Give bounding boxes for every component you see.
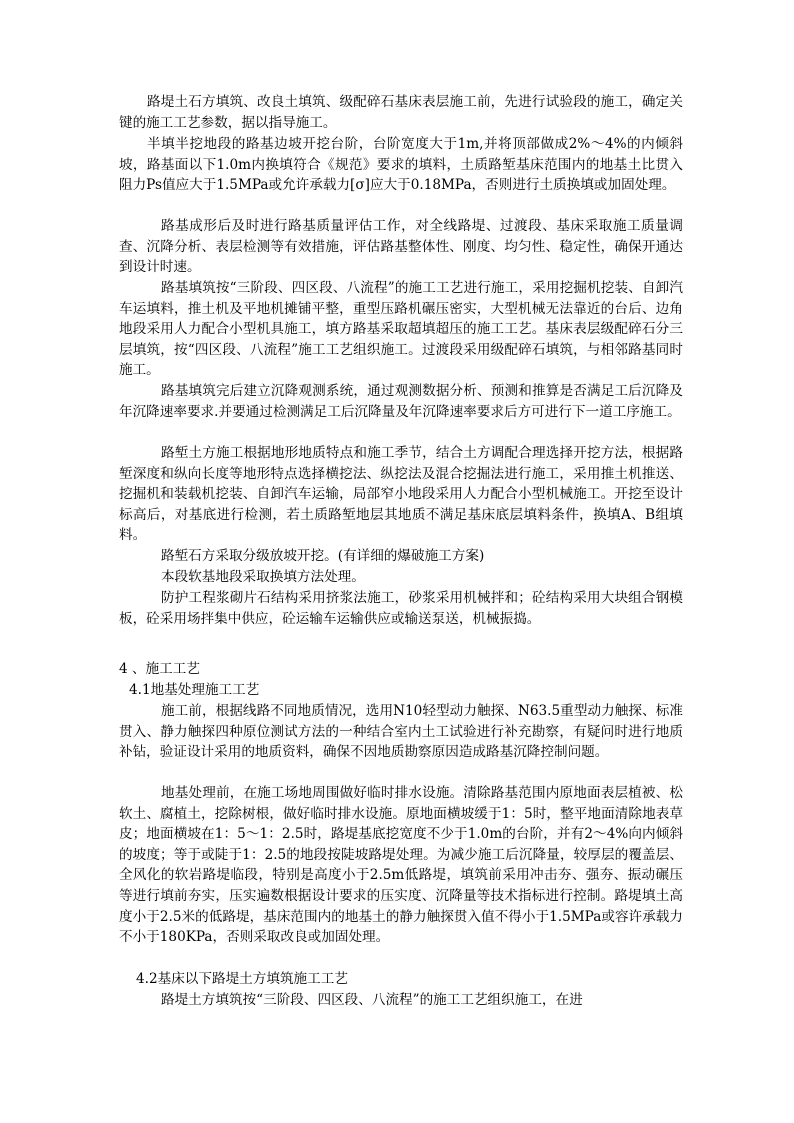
paragraph-soft-foundation: 本段软基地段采取换填方法处理。 [161, 569, 365, 585]
section-4-2-heading: 4.2基床以下路堤土方填筑施工工艺 [136, 971, 348, 987]
paragraph-trial-section: 路堤土石方填筑、改良土填筑、级配碎石基床表层施工前，先进行试验段的施工，确定关键的施工工艺参数，据以指导施工。 [119, 94, 683, 131]
section-4-1-heading: 4.1地基处理施工工艺 [129, 682, 260, 698]
paragraph-4-1-survey: 施工前，根据线路不同地质情况，选用N10轻型动力触探、N63.5重型动力触探、标准贯入、静力触探四种原位测试方法的一种结合室内土工试验进行补充勘察，有疑问时进行地质补钻，验证设计采用的地质资料，确保不因地质勘察原因造成路基沉降控制问题。 [119, 703, 683, 761]
paragraph-protection-works: 防护工程浆砌片石结构采用挤浆法施工，砂浆采用机械拌和；砼结构采用大块组合钢模板，砼采用场拌集中供应，砼运输车运输供应或输送泵送，机械振捣。 [119, 590, 683, 627]
paragraph-cutting-earthwork: 路堑土方施工根据地形地质特点和施工季节，结合土方调配合理选择开挖方法，根据路堑深度和纵向长度等地形特点选择横挖法、纵挖法及混合挖掘法进行施工，采用推土机推送、挖掘机和装载机挖装、自卸汽车运输，局部窄小地段采用人力配合小型机械施工。开挖至设计标高后，对基底进行检测，若土质路堑地层其地质不满足基床底层填料条件，换填A、B组填料。 [119, 445, 683, 544]
paragraph-cutting-rock: 路堑石方采取分级放坡开挖。(有详细的爆破施工方案) [161, 548, 485, 564]
paragraph-fill-process: 路基填筑按“三阶段、四区段、八流程”的施工工艺进行施工，采用挖掘机挖装、自卸汽车运填料，推土机及平地机摊铺平整，重型压路机碾压密实，大型机械无法靠近的台后、边角地段采用人力配合小型机具施工，填方路基采取超填超压的施工工艺。基床表层级配碎石分三层填筑，按“四区段、八流程”施工工艺组织施工。过渡段采用级配碎石填筑，与相邻路基同时施工。 [119, 280, 683, 379]
paragraph-half-fill-half-cut: 半填半挖地段的路基边坡开挖台阶，台阶宽度大于1m,并将顶部做成2%～4%的内倾斜坡，路基面以下1.0m内换填符合《规范》要求的填料，土质路堑基床范围内的地基土比贯入阻力Ps值应大于1.5MPa或允许承载力[σ]应大于0.18MPa，否则进行土质换填或加固处理。 [119, 136, 683, 194]
paragraph-4-1-foundation-treatment: 地基处理前，在施工场地周围做好临时排水设施。清除路基范围内原地面表层植被、松软土、腐植土，挖除树根，做好临时排水设施。原地面横坡缓于1：5时，整平地面清除地表草皮；地面横坡在1：5～1：2.5时，路堤基底挖宽度不少于1.0m的台阶，并有2～4%向内倾斜的坡度；等于或陡于1：2.5的地段按陡坡路堤处理。为减少施工后沉降量，较厚层的覆盖层、全风化的软岩路堤临段，特别是高度小于2.5m低路堤，填筑前采用冲击夯、强夯、振动碾压等进行填前夯实，压实遍数根据设计要求的压实度、沉降量等技术指标进行控制。路堤填土高度小于2.5米的低路堤，基床范围内的地基土的静力触探贯入值不得小于1.5MPa或容许承载力不小于180KPa，否则采取改良或加固处理。 [119, 785, 683, 946]
paragraph-quality-evaluation: 路基成形后及时进行路基质量评估工作，对全线路堤、过渡段、基床采取施工质量调查、沉降分析、表层检测等有效措施，评估路基整体性、刚度、均匀性、稳定性，确保开通达到设计时速。 [119, 218, 683, 276]
paragraph-settlement-observation: 路基填筑完后建立沉降观测系统，通过观测数据分析、预测和推算是否满足工后沉降及年沉降速率要求.并要通过检测满足工后沉降量及年沉降速率要求后方可进行下一道工序施工。 [119, 383, 683, 420]
paragraph-4-2-fill: 路堤土方填筑按“三阶段、四区段、八流程”的施工工艺组织施工，在进 [161, 992, 583, 1008]
section-4-heading: 4 、施工工艺 [119, 661, 200, 677]
